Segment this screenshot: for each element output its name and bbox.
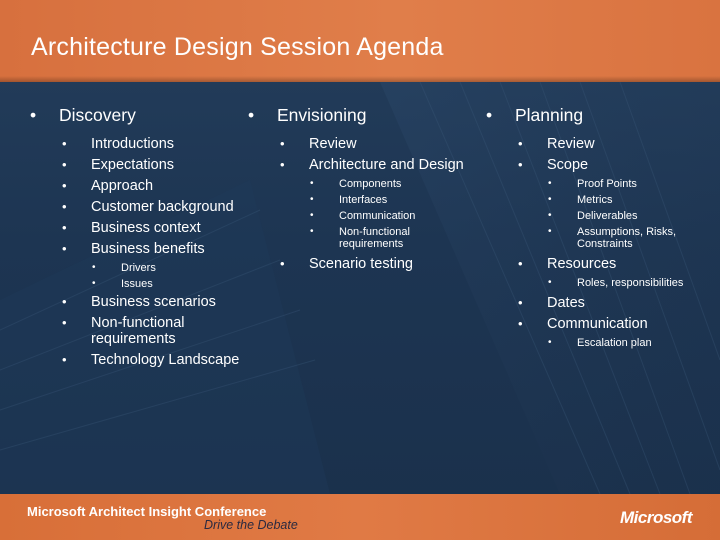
section-heading-planning: • Planning [486,105,584,125]
bullet: • [62,136,67,151]
bullet: • [518,136,523,151]
bullet: • [62,352,67,367]
list-item: • Dates [518,295,585,311]
sub-list-item: • Issues [92,278,153,290]
bullet: • [548,277,552,288]
agenda-column-envisioning [248,104,488,277]
list-item: • Expectations [62,157,175,173]
conference-tagline: Drive the Debate [204,518,298,532]
list-item: • Architecture and Design [280,157,464,173]
bullet: • [62,178,67,193]
bullet: • [62,315,67,330]
bullet: • [30,105,37,125]
section-heading-discovery: • Discovery [30,105,136,125]
list-item: • Communication [518,316,648,332]
bullet: • [486,105,493,125]
bullet: • [548,194,552,205]
list-item: • Customer background [62,199,234,215]
bullet: • [518,157,523,172]
list-item: • Business scenarios [62,294,216,310]
bullet: • [518,295,523,310]
bullet: • [518,316,523,331]
bullet: • [248,105,255,125]
sub-list-item: • Communication [310,210,416,222]
bullet: • [62,241,67,256]
agenda-column-discovery [30,104,260,373]
bullet: • [310,226,314,237]
list-item: • Review [518,136,595,152]
bullet: • [310,210,314,221]
list-item: • Introductions [62,136,175,152]
section-heading-envisioning: • Envisioning [248,105,367,125]
conference-name: Microsoft Architect Insight Conference [27,504,267,519]
sub-list-item: • Assumptions, Risks, Constraints [548,226,677,250]
sub-list-item: • Drivers [92,262,156,274]
list-item: • Business context [62,220,201,236]
bullet: • [548,226,552,237]
sub-list-item: • Proof Points [548,178,637,190]
sub-list-item: • Non-functional requirements [310,226,410,250]
bullet: • [548,337,552,348]
bullet: • [280,256,285,271]
sub-list-item: • Components [310,178,402,190]
sub-list-item: • Escalation plan [548,337,652,349]
bullet: • [92,278,96,289]
bullet: • [62,220,67,235]
footer-band [0,494,720,540]
bullet: • [280,136,285,151]
list-item: • Resources [518,256,617,272]
sub-list-item: • Metrics [548,194,613,206]
sub-list-item: • Roles, responsibilities [548,277,684,289]
list-item: • Approach [62,178,154,194]
bullet: • [92,262,96,273]
bullet: • [62,157,67,172]
bullet: • [518,256,523,271]
sub-list-item: • Deliverables [548,210,638,222]
bullet: • [62,199,67,214]
sub-list-item: • Interfaces [310,194,388,206]
microsoft-logo: Microsoft [620,508,692,527]
agenda-column-planning [486,104,716,353]
bullet: • [310,194,314,205]
slide-title: Architecture Design Session Agenda [31,33,444,61]
list-item: • Review [280,136,357,152]
bullet: • [310,178,314,189]
list-item: • Business benefits [62,241,205,257]
bullet: • [548,210,552,221]
bullet: • [62,294,67,309]
list-item: • Technology Landscape [62,352,240,368]
bullet: • [548,178,552,189]
list-item: • Non-functional requirements [62,315,185,347]
bullet: • [280,157,285,172]
list-item: • Scope [518,157,589,173]
list-item: • Scenario testing [280,256,413,272]
title-band [0,0,720,82]
